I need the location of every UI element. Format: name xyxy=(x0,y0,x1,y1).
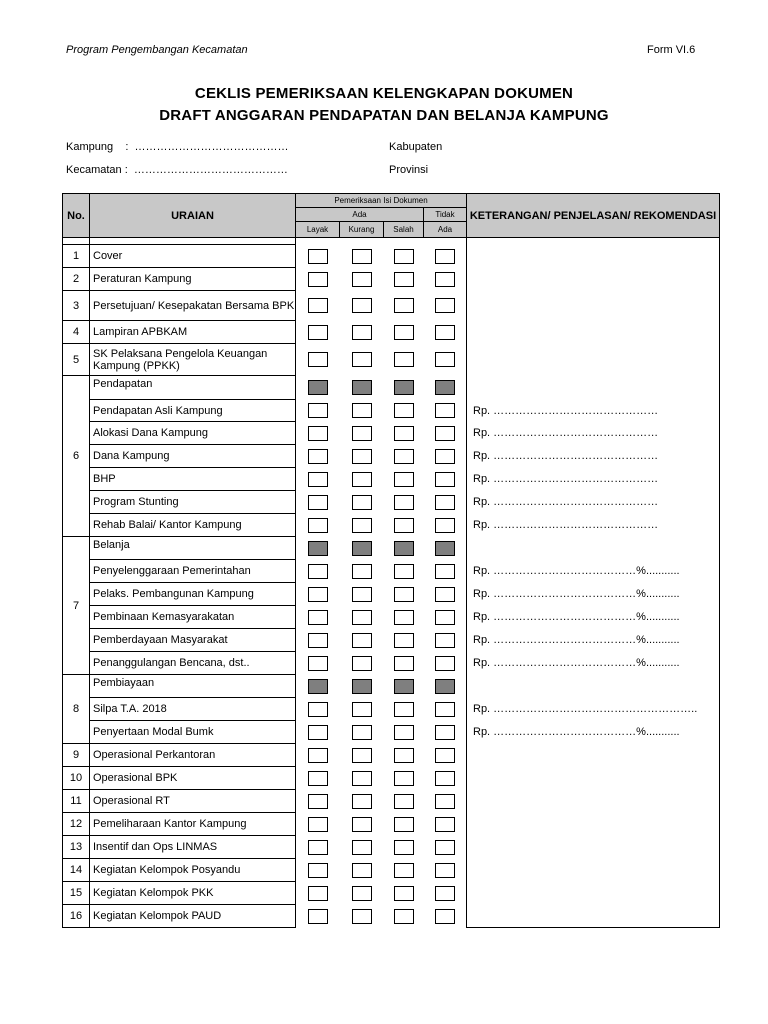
checkbox-kurang[interactable] xyxy=(352,564,372,579)
checkbox-layak[interactable] xyxy=(308,564,328,579)
checkbox-kurang[interactable] xyxy=(352,325,372,340)
row-label: Lampiran APBKAM xyxy=(90,321,296,344)
table-row xyxy=(63,321,720,344)
checkbox-salah[interactable] xyxy=(394,909,414,924)
checkbox-layak xyxy=(308,679,328,694)
header-tidak-ada: Ada xyxy=(424,222,467,238)
row-label: Operasional Perkantoran xyxy=(90,744,296,767)
row-label: Dana Kampung xyxy=(90,445,296,468)
keterangan-cell xyxy=(467,882,720,905)
row-number: 3 xyxy=(63,291,90,321)
table-row xyxy=(63,291,720,321)
checkbox-kurang[interactable] xyxy=(352,863,372,878)
checkbox-tidak-ada[interactable] xyxy=(435,817,455,832)
checkbox-salah[interactable] xyxy=(394,863,414,878)
keterangan-cell xyxy=(467,321,720,344)
checkbox-salah xyxy=(394,679,414,694)
row-label: Cover xyxy=(90,245,296,268)
keterangan-cell xyxy=(467,291,720,321)
row-label: Program Stunting xyxy=(90,491,296,514)
header-keterangan: KETERANGAN/ PENJELASAN/ REKOMENDASI xyxy=(467,194,720,238)
keterangan-cell xyxy=(467,376,720,400)
checklist-table xyxy=(62,193,720,928)
table-row xyxy=(63,859,720,882)
header-no: No. xyxy=(63,194,90,238)
checkbox-salah[interactable] xyxy=(394,702,414,717)
keterangan-cell: Rp. ……………………………………… xyxy=(467,514,720,537)
row-number: 2 xyxy=(63,268,90,291)
table-row xyxy=(63,882,720,905)
checkbox-tidak-ada[interactable] xyxy=(435,725,455,740)
keterangan-cell: Rp. ……………………………………… xyxy=(467,400,720,422)
table-row xyxy=(63,537,720,560)
checkbox-salah[interactable] xyxy=(394,472,414,487)
table-row xyxy=(63,583,720,606)
row-label: Kegiatan Kelompok PAUD xyxy=(90,905,296,928)
checkbox-layak[interactable] xyxy=(308,352,328,367)
table-row xyxy=(63,268,720,291)
checkbox-layak[interactable] xyxy=(308,298,328,313)
checkbox-tidak-ada xyxy=(435,380,455,395)
provinsi-field: Provinsi xyxy=(389,164,429,176)
checkbox-kurang[interactable] xyxy=(352,794,372,809)
checkbox-kurang[interactable] xyxy=(352,587,372,602)
checkbox-salah[interactable] xyxy=(394,771,414,786)
keterangan-cell xyxy=(467,744,720,767)
checkbox-tidak-ada[interactable] xyxy=(435,771,455,786)
row-number: 12 xyxy=(63,813,90,836)
row-number: 4 xyxy=(63,321,90,344)
keterangan-cell: Rp. ……………………………………… xyxy=(467,445,720,468)
checkbox-tidak-ada[interactable] xyxy=(435,863,455,878)
checkbox-kurang[interactable] xyxy=(352,817,372,832)
table-row xyxy=(63,767,720,790)
row-label: Pembiayaan xyxy=(90,675,296,698)
table-row xyxy=(63,790,720,813)
spacer-row xyxy=(63,238,720,245)
table-row xyxy=(63,344,720,376)
checkbox-layak[interactable] xyxy=(308,449,328,464)
row-label: Penyertaan Modal Bumk xyxy=(90,721,296,744)
row-label: Rehab Balai/ Kantor Kampung xyxy=(90,514,296,537)
header-uraian: URAIAN xyxy=(90,194,296,238)
checkbox-layak[interactable] xyxy=(308,748,328,763)
table-row xyxy=(63,376,720,400)
table-row xyxy=(63,400,720,422)
checkbox-salah[interactable] xyxy=(394,518,414,533)
checkbox-tidak-ada[interactable] xyxy=(435,840,455,855)
checkbox-layak[interactable] xyxy=(308,817,328,832)
checkbox-kurang xyxy=(352,679,372,694)
checkbox-kurang[interactable] xyxy=(352,771,372,786)
table-row xyxy=(63,836,720,859)
row-label: Pemberdayaan Masyarakat xyxy=(90,629,296,652)
checkbox-layak[interactable] xyxy=(308,794,328,809)
checkbox-tidak-ada[interactable] xyxy=(435,748,455,763)
checkbox-layak[interactable] xyxy=(308,702,328,717)
keterangan-cell xyxy=(467,905,720,928)
checkbox-layak[interactable] xyxy=(308,610,328,625)
checkbox-layak[interactable] xyxy=(308,863,328,878)
checkbox-kurang xyxy=(352,380,372,395)
row-label: Peraturan Kampung xyxy=(90,268,296,291)
document-title-line2: DRAFT ANGGARAN PENDAPATAN DAN BELANJA KAMPUNG xyxy=(159,107,609,124)
table-row xyxy=(63,905,720,928)
table-row xyxy=(63,606,720,629)
table-row xyxy=(63,422,720,445)
checkbox-kurang[interactable] xyxy=(352,403,372,418)
keterangan-cell xyxy=(467,813,720,836)
checkbox-layak[interactable] xyxy=(308,518,328,533)
header-salah: Salah xyxy=(384,222,424,238)
row-number: 5 xyxy=(63,344,90,376)
checkbox-tidak-ada[interactable] xyxy=(435,656,455,671)
row-number: 10 xyxy=(63,767,90,790)
checkbox-layak[interactable] xyxy=(308,249,328,264)
keterangan-cell: Rp. ……………………………………… xyxy=(467,491,720,514)
checkbox-kurang[interactable] xyxy=(352,352,372,367)
keterangan-cell: Rp. ……………………………………… xyxy=(467,422,720,445)
checkbox-layak xyxy=(308,541,328,556)
row-number: 15 xyxy=(63,882,90,905)
checkbox-layak[interactable] xyxy=(308,426,328,441)
checkbox-layak xyxy=(308,380,328,395)
keterangan-cell: Rp. …………………………………%........... xyxy=(467,629,720,652)
header-tidak: Tidak xyxy=(424,208,467,222)
checkbox-salah[interactable] xyxy=(394,817,414,832)
checkbox-salah xyxy=(394,380,414,395)
row-number: 16 xyxy=(63,905,90,928)
checkbox-tidak-ada[interactable] xyxy=(435,633,455,648)
row-label: Belanja xyxy=(90,537,296,560)
table-row xyxy=(63,445,720,468)
checkbox-layak[interactable] xyxy=(308,771,328,786)
checkbox-salah[interactable] xyxy=(394,449,414,464)
table-row xyxy=(63,744,720,767)
checkbox-kurang[interactable] xyxy=(352,840,372,855)
row-number: 1 xyxy=(63,245,90,268)
keterangan-cell xyxy=(467,245,720,268)
checkbox-salah[interactable] xyxy=(394,495,414,510)
table-row xyxy=(63,652,720,675)
checkbox-layak[interactable] xyxy=(308,495,328,510)
checkbox-kurang[interactable] xyxy=(352,495,372,510)
checkbox-salah[interactable] xyxy=(394,298,414,313)
checkbox-layak[interactable] xyxy=(308,633,328,648)
checkbox-salah[interactable] xyxy=(394,610,414,625)
checkbox-layak[interactable] xyxy=(308,725,328,740)
checkbox-tidak-ada[interactable] xyxy=(435,472,455,487)
row-label: Persetujuan/ Kesepakatan Bersama BPK xyxy=(90,291,296,321)
document-title-line1: CEKLIS PEMERIKSAAN KELENGKAPAN DOKUMEN xyxy=(194,85,574,102)
checkbox-kurang[interactable] xyxy=(352,633,372,648)
header-pemeriksaan: Pemeriksaan Isi Dokumen xyxy=(296,194,467,208)
keterangan-cell: Rp. …………………………………%........... xyxy=(467,583,720,606)
row-label: SK Pelaksana Pengelola Keuangan Kampung (PPKK) xyxy=(90,344,296,376)
checkbox-tidak-ada[interactable] xyxy=(435,564,455,579)
keterangan-cell xyxy=(467,836,720,859)
table-row xyxy=(63,698,720,721)
checkbox-kurang[interactable] xyxy=(352,472,372,487)
checkbox-layak[interactable] xyxy=(308,403,328,418)
checkbox-salah[interactable] xyxy=(394,352,414,367)
checkbox-kurang[interactable] xyxy=(352,449,372,464)
checkbox-salah[interactable] xyxy=(394,403,414,418)
row-label: Operasional RT xyxy=(90,790,296,813)
checkbox-kurang[interactable] xyxy=(352,426,372,441)
row-label: Pelaks. Pembangunan Kampung xyxy=(90,583,296,606)
header-kurang: Kurang xyxy=(340,222,384,238)
checkbox-kurang[interactable] xyxy=(352,748,372,763)
checkbox-salah[interactable] xyxy=(394,564,414,579)
checkbox-layak[interactable] xyxy=(308,472,328,487)
checkbox-salah[interactable] xyxy=(394,633,414,648)
checkbox-layak[interactable] xyxy=(308,272,328,287)
checkbox-salah[interactable] xyxy=(394,426,414,441)
keterangan-cell: Rp. ……………………………………………….. xyxy=(467,698,720,721)
row-label: Pendapatan xyxy=(90,376,296,400)
keterangan-cell xyxy=(467,344,720,376)
row-number: 14 xyxy=(63,859,90,882)
keterangan-cell xyxy=(467,859,720,882)
checkbox-salah[interactable] xyxy=(394,886,414,901)
table-row xyxy=(63,560,720,583)
table-row xyxy=(63,514,720,537)
kampung-field: Kampung : …………………………………… xyxy=(66,141,289,153)
row-label: Pendapatan Asli Kampung xyxy=(90,400,296,422)
row-label: Penanggulangan Bencana, dst.. xyxy=(90,652,296,675)
checkbox-tidak-ada[interactable] xyxy=(435,909,455,924)
checkbox-salah[interactable] xyxy=(394,794,414,809)
checkbox-kurang[interactable] xyxy=(352,886,372,901)
checkbox-salah[interactable] xyxy=(394,272,414,287)
keterangan-cell xyxy=(467,537,720,560)
keterangan-cell xyxy=(467,268,720,291)
checkbox-tidak-ada[interactable] xyxy=(435,272,455,287)
checkbox-kurang[interactable] xyxy=(352,702,372,717)
keterangan-cell xyxy=(467,790,720,813)
row-label: Kegiatan Kelompok PKK xyxy=(90,882,296,905)
table-row xyxy=(63,675,720,698)
row-number: 11 xyxy=(63,790,90,813)
checkbox-salah[interactable] xyxy=(394,249,414,264)
table-row xyxy=(63,245,720,268)
checkbox-kurang[interactable] xyxy=(352,725,372,740)
checkbox-tidak-ada[interactable] xyxy=(435,426,455,441)
row-label: Penyelenggaraan Pemerintahan xyxy=(90,560,296,583)
checkbox-tidak-ada[interactable] xyxy=(435,886,455,901)
kecamatan-field: Kecamatan : …………………………………… xyxy=(66,164,288,176)
checkbox-kurang[interactable] xyxy=(352,610,372,625)
checkbox-tidak-ada[interactable] xyxy=(435,794,455,809)
checkbox-tidak-ada[interactable] xyxy=(435,495,455,510)
checkbox-tidak-ada[interactable] xyxy=(435,403,455,418)
checkbox-salah[interactable] xyxy=(394,325,414,340)
row-number: 13 xyxy=(63,836,90,859)
checkbox-tidak-ada[interactable] xyxy=(435,449,455,464)
row-label: Kegiatan Kelompok Posyandu xyxy=(90,859,296,882)
checkbox-tidak-ada xyxy=(435,679,455,694)
checkbox-kurang[interactable] xyxy=(352,249,372,264)
table-row xyxy=(63,721,720,744)
table-row xyxy=(63,468,720,491)
keterangan-cell xyxy=(467,767,720,790)
checkbox-salah[interactable] xyxy=(394,587,414,602)
row-label: Alokasi Dana Kampung xyxy=(90,422,296,445)
checkbox-layak[interactable] xyxy=(308,840,328,855)
checkbox-kurang[interactable] xyxy=(352,518,372,533)
keterangan-cell: Rp. ……………………………………… xyxy=(467,468,720,491)
checkbox-layak[interactable] xyxy=(308,909,328,924)
keterangan-cell xyxy=(467,675,720,698)
checkbox-tidak-ada[interactable] xyxy=(435,352,455,367)
checkbox-tidak-ada[interactable] xyxy=(435,298,455,313)
checkbox-tidak-ada[interactable] xyxy=(435,702,455,717)
row-number: 6 xyxy=(63,376,90,537)
header-layak: Layak xyxy=(296,222,340,238)
form-number: Form VI.6 xyxy=(647,44,696,56)
checkbox-tidak-ada[interactable] xyxy=(435,325,455,340)
checkbox-salah[interactable] xyxy=(394,725,414,740)
keterangan-cell: Rp. …………………………………%........... xyxy=(467,560,720,583)
checkbox-salah[interactable] xyxy=(394,748,414,763)
row-label: Pembinaan Kemasyarakatan xyxy=(90,606,296,629)
row-label: Operasional BPK xyxy=(90,767,296,790)
kabupaten-field: Kabupaten xyxy=(389,141,443,153)
checkbox-tidak-ada[interactable] xyxy=(435,610,455,625)
row-number: 8 xyxy=(63,675,90,744)
checkbox-salah[interactable] xyxy=(394,656,414,671)
keterangan-cell: Rp. …………………………………%........... xyxy=(467,721,720,744)
checkbox-kurang xyxy=(352,541,372,556)
row-label: BHP xyxy=(90,468,296,491)
keterangan-cell: Rp. …………………………………%........... xyxy=(467,652,720,675)
checkbox-tidak-ada[interactable] xyxy=(435,587,455,602)
table-row xyxy=(63,813,720,836)
row-label: Pemeliharaan Kantor Kampung xyxy=(90,813,296,836)
checkbox-layak[interactable] xyxy=(308,886,328,901)
row-label: Insentif dan Ops LINMAS xyxy=(90,836,296,859)
keterangan-cell: Rp. …………………………………%........... xyxy=(467,606,720,629)
table-row xyxy=(63,629,720,652)
checkbox-kurang[interactable] xyxy=(352,909,372,924)
program-name: Program Pengembangan Kecamatan xyxy=(66,44,248,56)
checkbox-kurang[interactable] xyxy=(352,656,372,671)
checkbox-kurang[interactable] xyxy=(352,298,372,313)
checkbox-layak[interactable] xyxy=(308,656,328,671)
header-ada: Ada xyxy=(296,208,424,222)
checkbox-kurang[interactable] xyxy=(352,272,372,287)
checkbox-layak[interactable] xyxy=(308,325,328,340)
row-number: 9 xyxy=(63,744,90,767)
table-row xyxy=(63,491,720,514)
checkbox-salah[interactable] xyxy=(394,840,414,855)
checkbox-salah xyxy=(394,541,414,556)
checkbox-tidak-ada xyxy=(435,541,455,556)
row-number: 7 xyxy=(63,537,90,675)
checkbox-layak[interactable] xyxy=(308,587,328,602)
checkbox-tidak-ada[interactable] xyxy=(435,249,455,264)
row-label: Silpa T.A. 2018 xyxy=(90,698,296,721)
checkbox-tidak-ada[interactable] xyxy=(435,518,455,533)
